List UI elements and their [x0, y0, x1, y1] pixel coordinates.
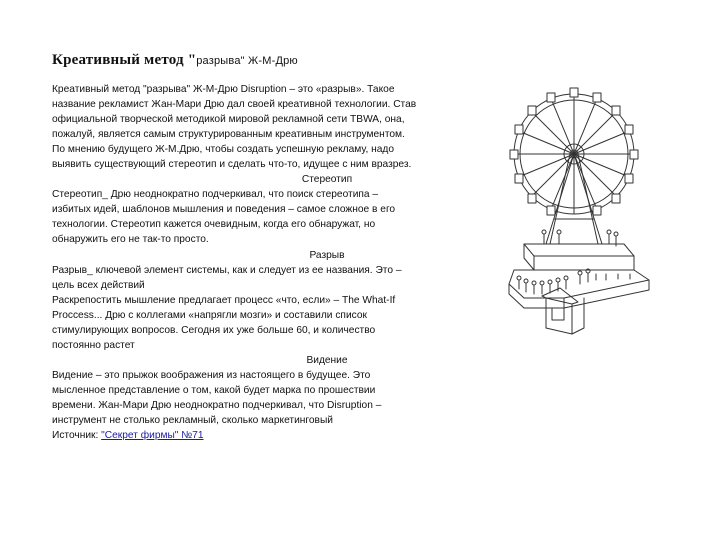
text-line: технологии. Стереотип кажется очевидным, когда его обнаружат, но [52, 219, 376, 231]
source-link[interactable]: "Секрет фирмы" №71 [101, 430, 204, 442]
article-body [52, 82, 482, 443]
text-line: Proccess... Дрю с коллегами «напрягли мозги» и составили список [52, 309, 367, 321]
text-line: Креативный метод "разрыва" Ж-М-Дрю Disruption – это «разрыв». Такое [52, 84, 395, 95]
text-line: времени. Жан-Мари Дрю неоднократно подчеркивал, что Disruption – [52, 399, 382, 411]
title-sub: разрыва" Ж-М-Дрю [196, 55, 298, 67]
text-line: цель всех действий [52, 279, 145, 291]
section-heading-stereotype: Стереотип [301, 174, 353, 186]
text-line: обнаружить его не так-то просто. [52, 234, 209, 246]
text-line: название рекламист Жан-Мари Дрю дал своей креативной технологии. Став [52, 99, 417, 111]
text-line: мысленное представление о том, какой будет марка по прошествии [52, 384, 376, 396]
text-line: избитых идей, шаблонов мышления и поведения – самое сложное в его [52, 204, 396, 216]
text-line: Раскрепостить мышление предлагает процесс «что, если» – The What-If [52, 294, 396, 306]
text-line: Разрыв_ ключевой элемент системы, как и следует из ее названия. Это – [52, 264, 402, 276]
text-line: Стереотип_ Дрю неоднократно подчеркивал, что поиск стереотипа – [52, 189, 379, 201]
text-line: постоянно растет [52, 339, 135, 351]
text-line: Видение – это прыжок воображения из настоящего в будущее. Это [52, 369, 371, 381]
text-line: инструмент не столько рекламный, сколько маркетинговый [52, 415, 333, 427]
section-heading-vision: Видение [306, 354, 348, 366]
text-line: выявить существующий стереотип и сделать что-то, идущее с ним вразрез. [52, 159, 412, 171]
source-label: Источник: [52, 430, 102, 442]
text-line: пожалуй, является самым структурированным креативным инструментом. [52, 129, 405, 141]
text-line: По мнению будущего Ж-М.Дрю, чтобы создать успешную рекламу, надо [52, 144, 395, 156]
section-heading-disruption: Разрыв [309, 249, 345, 261]
ferris-wheel-sketch-icon [484, 84, 654, 354]
source-line [52, 428, 482, 443]
page-title [52, 52, 298, 69]
text-line: официальной творческой методикой мировой рекламной сети TBWA, она, [52, 114, 405, 126]
title-main: Креативный метод " [52, 52, 197, 68]
text-line: стимулирующих вопросов. Сегодня их уже больше 60, и количество [52, 324, 376, 336]
